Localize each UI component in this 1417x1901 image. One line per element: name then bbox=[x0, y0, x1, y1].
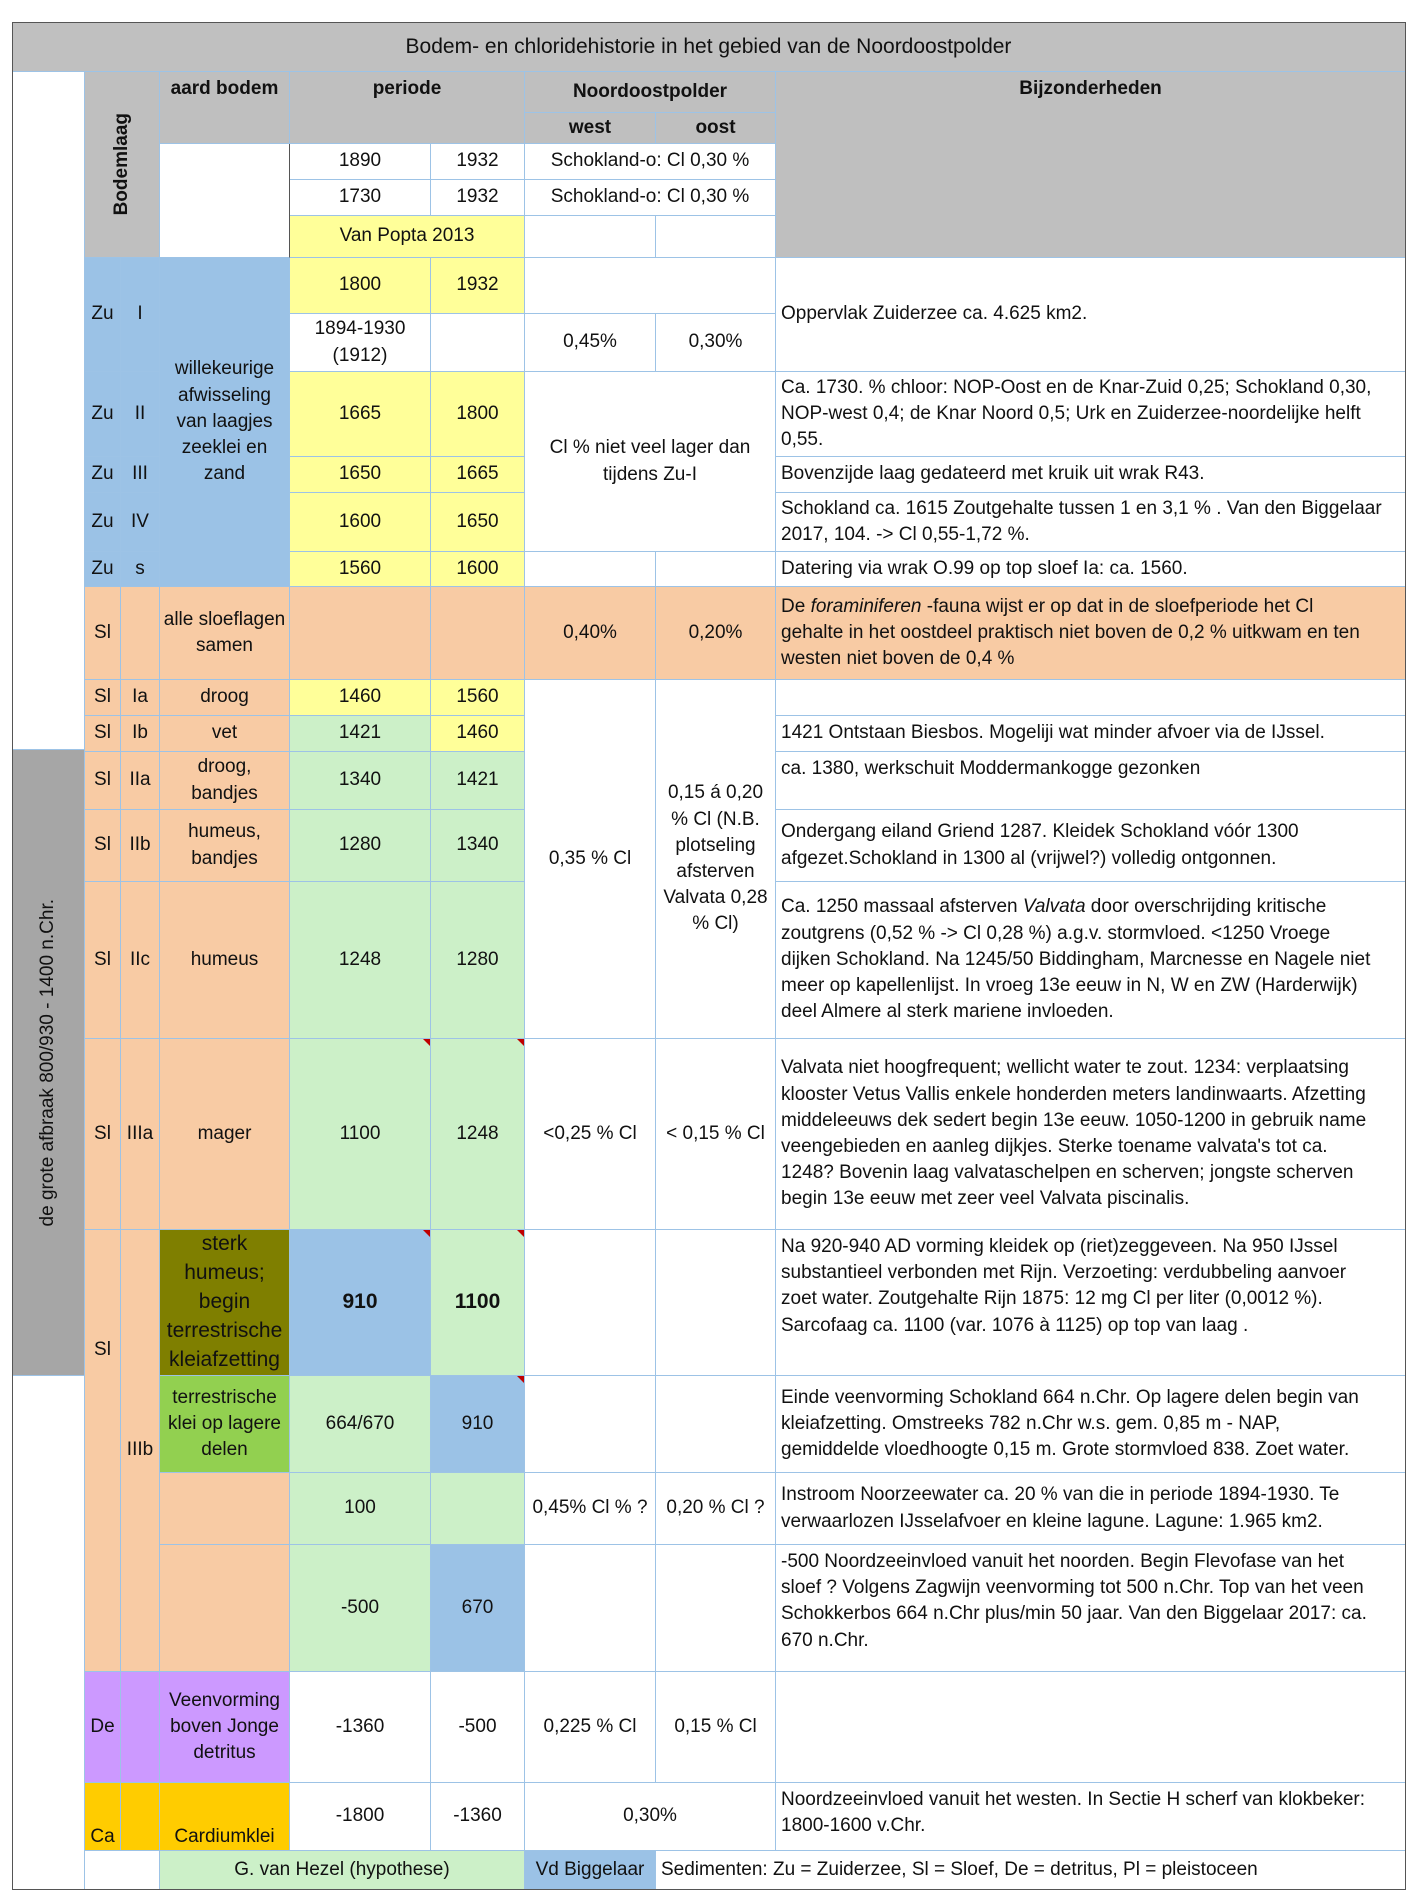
legend-blank bbox=[85, 1851, 160, 1890]
sterk-humeus-remarks-text: Na 920-940 AD vorming kleidek op (riet)zeggeveen. Na 950 IJssel substantieel verbonden met Rijn. Verzoeting: verdubbeling aanvoer zoet water. Zoutgehalte Rijn 1875: 12 mg Cl per liter (0,0012 %). Sarcofaag ca. 1100 (var. 1076 à 1125) op top van laag . bbox=[781, 1236, 1347, 1336]
zu-Ib-oost-text: 0,30% bbox=[688, 331, 743, 353]
header-aard-bodem-text: aard bodem bbox=[170, 78, 279, 99]
zu-II-sub-text: II bbox=[134, 402, 146, 424]
sl-IIIa-oost bbox=[656, 1039, 776, 1230]
terr-klei-aard-text: terrestrische klei op lagere delen bbox=[167, 1386, 282, 1461]
sl-IIIa-layer bbox=[85, 1039, 121, 1230]
sterk-humeus-period-start bbox=[290, 1230, 431, 1376]
zu-I-period-end-text: 1932 bbox=[456, 274, 499, 296]
sl-Ia-remarks bbox=[776, 680, 1406, 716]
zu-s-sub-text: s bbox=[135, 557, 145, 579]
noordzee-aard bbox=[160, 1473, 290, 1545]
top-row-2-end bbox=[431, 180, 525, 216]
sl-mid-west-text: 0,35 % Cl bbox=[548, 847, 632, 869]
de-period-start bbox=[290, 1672, 431, 1783]
zu-II-sub bbox=[121, 372, 160, 457]
sl-Ib-sub-text: Ib bbox=[132, 722, 148, 744]
sl-IIIa-layer-text: Sl bbox=[94, 1122, 111, 1144]
sl-IIIa-period-end-text: 1248 bbox=[456, 1122, 499, 1144]
zu-s-blank-oost bbox=[656, 552, 776, 587]
zu-III-layer-text: Zu bbox=[91, 463, 114, 485]
terr-klei-aard bbox=[160, 1376, 290, 1473]
zu-Ib-oost bbox=[656, 314, 776, 372]
sl-all-remarks-post: -fauna wijst er op dat in de sloefperiode het Cl gehalte in het oostdeel praktisch niet boven de 0,2 % uitkwam en ten westen niet boven de 0,4 % bbox=[781, 595, 1360, 670]
header-oost-text: oost bbox=[695, 116, 736, 138]
terr-klei-remarks bbox=[776, 1376, 1406, 1473]
zu-s-period-start bbox=[290, 552, 431, 587]
sl-all-period-start bbox=[290, 587, 431, 680]
de-sub bbox=[121, 1672, 160, 1783]
ca-period-end bbox=[431, 1783, 525, 1851]
sl-all-oost-text: 0,20% bbox=[688, 621, 743, 643]
top-row-2-value-text: Schokland-o: Cl 0,30 % bbox=[550, 186, 750, 208]
sl-IIIb-layer-label-text: Sl bbox=[94, 1338, 111, 1360]
header-west-text: west bbox=[568, 116, 612, 138]
zu-I-blank-cl bbox=[525, 258, 776, 314]
zu-II-IV-cl-text: Cl % niet veel lager dan tijdens Zu-I bbox=[549, 437, 751, 485]
sl-IIa-period-end bbox=[431, 752, 525, 810]
de-layer-text: De bbox=[90, 1715, 115, 1737]
header-periode-text: periode bbox=[372, 78, 442, 99]
sl-IIc-period-start bbox=[290, 882, 431, 1039]
zu-Ib-west-text: 0,45% bbox=[563, 331, 617, 353]
sl-Ia-period-end-text: 1560 bbox=[456, 686, 499, 708]
sl-all-layer-text: Sl bbox=[94, 621, 111, 643]
top-row-2-end-text: 1932 bbox=[456, 186, 499, 208]
zu-Ib-period-start-text: 1894-1930 (1912) bbox=[314, 318, 406, 366]
m500-period-end bbox=[431, 1545, 525, 1672]
sl-IIc-remarks-text bbox=[776, 894, 1374, 1025]
zu-IV-period-end bbox=[431, 493, 525, 552]
terr-klei-period-end-text: 910 bbox=[461, 1412, 494, 1434]
ca-period-start bbox=[290, 1783, 431, 1851]
sl-IIa-layer bbox=[85, 752, 121, 810]
sl-IIc-sub-text: IIc bbox=[129, 948, 151, 970]
noordzee-west bbox=[525, 1473, 656, 1545]
sl-IIIa-west bbox=[525, 1039, 656, 1230]
sterk-humeus-blank-west bbox=[525, 1230, 656, 1376]
sterk-humeus-period-start-text: 910 bbox=[342, 1290, 378, 1314]
sheet-title-text: Bodem- en chloridehistorie in het gebied van de Noordoostpolder bbox=[405, 34, 1012, 58]
sl-IIa-remarks bbox=[776, 752, 1406, 810]
sl-Ib-aard-text: vet bbox=[211, 722, 238, 744]
header-blank-aard bbox=[160, 144, 290, 258]
sl-Ib-remarks bbox=[776, 716, 1406, 752]
sl-all-remarks-em: foraminiferen bbox=[810, 595, 922, 617]
top-row-2-start bbox=[290, 180, 431, 216]
zu-II-layer bbox=[85, 372, 121, 457]
sl-IIIa-period-start bbox=[290, 1039, 431, 1230]
zu-aard-bodem-text: willekeurige afwisseling van laagjes zeeklei en zand bbox=[174, 358, 275, 485]
ca-remarks bbox=[776, 1783, 1406, 1851]
sl-IIb-sub bbox=[121, 810, 160, 882]
top-row-1-value-text: Schokland-o: Cl 0,30 % bbox=[550, 150, 750, 172]
sl-IIIb-layer-label bbox=[85, 1300, 121, 1400]
sl-Ib-aard bbox=[160, 716, 290, 752]
ca-layer bbox=[85, 1783, 121, 1851]
zu-I-remarks bbox=[776, 258, 1406, 372]
zu-I-period-start bbox=[290, 258, 431, 314]
zu-II-remarks bbox=[776, 372, 1406, 457]
zu-II-period-start bbox=[290, 372, 431, 457]
sl-IIIa-sub-text: IIIa bbox=[126, 1122, 154, 1144]
sl-IIa-period-end-text: 1421 bbox=[456, 769, 499, 791]
zu-IV-sub-text: IV bbox=[131, 510, 149, 532]
noordzee-west-text: 0,45% Cl % ? bbox=[532, 1497, 648, 1519]
de-west bbox=[525, 1672, 656, 1783]
top-row-2-start-text: 1730 bbox=[338, 186, 382, 208]
sl-Ib-period-end bbox=[431, 716, 525, 752]
sl-IIc-remarks-em: Valvata bbox=[1022, 896, 1086, 918]
zu-I-sub-text: I bbox=[137, 303, 143, 325]
zu-III-sub bbox=[121, 457, 160, 493]
sl-all-aard-text: alle sloeflagen samen bbox=[163, 608, 286, 656]
zu-s-sub bbox=[121, 552, 160, 587]
legend-biggelaar-text: Vd Biggelaar bbox=[535, 1858, 645, 1880]
top-blank-oost bbox=[656, 216, 776, 258]
sl-mid-west bbox=[525, 680, 656, 1039]
de-oost bbox=[656, 1672, 776, 1783]
header-aard-bodem bbox=[160, 72, 290, 144]
sl-mid-oost bbox=[656, 680, 776, 1039]
sl-IIa-layer-text: Sl bbox=[94, 769, 111, 791]
sl-Ia-sub bbox=[121, 680, 160, 716]
zu-Ib-period-end bbox=[431, 314, 525, 372]
sheet-title bbox=[12, 22, 1406, 72]
sl-IIIa-aard bbox=[160, 1039, 290, 1230]
header-noordoostpolder-text: Noordoostpolder bbox=[572, 80, 728, 102]
sl-IIIa-remarks-text: Valvata niet hoogfrequent; wellicht water te zout. 1234: verplaatsing klooster Vetus Vallis enkele honderden meters landinwaarts. Afzetting middeleeuws dek sedert begin 13e eeuw. 1050-1200 in gebruik name veengebieden en aanleg dijkjes. Sterke toename valvata's tot ca. 1248? Bovenin laag valvataschelpen en scherven; jongste scherven begin 13e eeuw met zeer veel Valvata piscinalis. bbox=[781, 1057, 1367, 1210]
sl-IIa-period-start-text: 1340 bbox=[338, 769, 382, 791]
noordzee-remarks bbox=[776, 1473, 1406, 1545]
sl-IIIa-west-text: <0,25 % Cl bbox=[543, 1122, 637, 1144]
zu-II-layer-text: Zu bbox=[91, 402, 114, 424]
header-noordoostpolder bbox=[525, 72, 776, 113]
legend-biggelaar bbox=[525, 1851, 656, 1890]
sl-Ia-layer bbox=[85, 680, 121, 716]
sl-IIb-period-end-text: 1340 bbox=[456, 834, 499, 856]
sl-IIb-period-start-text: 1280 bbox=[338, 834, 382, 856]
side-label bbox=[12, 750, 85, 1376]
sl-Ia-period-end bbox=[431, 680, 525, 716]
de-aard-text: Veenvorming boven Jonge detritus bbox=[169, 1689, 280, 1764]
zu-III-sub-text: III bbox=[132, 463, 148, 485]
legend-hezel bbox=[160, 1851, 525, 1890]
sterk-humeus-blank-oost bbox=[656, 1230, 776, 1376]
zu-s-blank-west bbox=[525, 552, 656, 587]
sl-IIc-period-end-text: 1280 bbox=[456, 948, 499, 970]
sl-Ia-layer-text: Sl bbox=[94, 686, 111, 708]
ca-cl bbox=[525, 1783, 776, 1851]
ca-period-end-text: -1360 bbox=[453, 1805, 502, 1827]
zu-II-period-start-text: 1665 bbox=[338, 402, 382, 424]
zu-II-remarks-text: Ca. 1730. % chloor: NOP-Oost en de Knar-Zuid 0,25; Schokland 0,30, NOP-west 0,4; de Knar Noord 0,5; Urk en Zuiderzee-noordelijke helft 0,55. bbox=[781, 376, 1372, 451]
de-remarks bbox=[776, 1672, 1406, 1783]
sl-Ib-period-end-text: 1460 bbox=[456, 722, 499, 744]
sl-all-layer bbox=[85, 587, 121, 680]
terr-klei-blank-west bbox=[525, 1376, 656, 1473]
header-west bbox=[525, 113, 656, 144]
m500-remarks bbox=[776, 1545, 1406, 1672]
sl-IIb-remarks bbox=[776, 810, 1406, 882]
sl-mid-oost-text: 0,15 á 0,20 % Cl (N.B. plotseling afsterven Valvata 0,28 % Cl) bbox=[663, 782, 768, 935]
sl-IIb-remarks-text: Ondergang eiland Griend 1287. Kleidek Schokland vóór 1300 afgezet.Schokland in 1300 al (vrijwel?) volledig ontgonnen. bbox=[781, 821, 1299, 869]
sl-all-remarks-pre: De bbox=[781, 595, 811, 617]
de-aard bbox=[160, 1672, 290, 1783]
zu-s-layer-text: Zu bbox=[91, 557, 114, 579]
zu-s-period-end bbox=[431, 552, 525, 587]
zu-IV-period-start-text: 1600 bbox=[338, 510, 382, 532]
sl-IIb-aard-text: humeus, bandjes bbox=[188, 821, 261, 869]
sl-IIIa-oost-text: < 0,15 % Cl bbox=[666, 1122, 765, 1144]
noordzee-oost-text: 0,20 % Cl ? bbox=[666, 1497, 765, 1519]
sl-IIc-sub bbox=[121, 882, 160, 1039]
sl-all-remarks-text bbox=[776, 594, 1364, 673]
sl-all-oost bbox=[656, 587, 776, 680]
zu-Ib-period-start bbox=[290, 314, 431, 372]
zu-aard-bodem bbox=[160, 258, 290, 587]
legend-sedimenten-text: Sedimenten: Zu = Zuiderzee, Sl = Sloef, De = detritus, Pl = pleistoceen bbox=[661, 1858, 1258, 1880]
m500-period-end-text: 670 bbox=[461, 1596, 494, 1618]
sl-all-remarks bbox=[776, 587, 1406, 680]
ca-remarks-text: Noordzeeinvloed vanuit het westen. In Sectie H scherf van klokbeker: 1800-1600 v.Chr. bbox=[781, 1789, 1366, 1837]
sl-all-west bbox=[525, 587, 656, 680]
legend-hezel-text: G. van Hezel (hypothese) bbox=[234, 1858, 450, 1880]
sl-IIa-aard-text: droog, bandjes bbox=[191, 756, 258, 804]
terr-klei-period-start-text: 664/670 bbox=[325, 1412, 395, 1434]
zu-I-remarks-text: Oppervlak Zuiderzee ca. 4.625 km2. bbox=[781, 303, 1088, 325]
sl-Ia-aard bbox=[160, 680, 290, 716]
sl-IIc-remarks-post: door overschrijding kritische zoutgrens (0,52 % -> Cl 0,28 %) a.g.v. stormvloed. <1250 Vroege dijken Schokland. Na 1245/50 Biddingham, Marcnesse en Nagele niet meer op kapellenlijst. In vroeg 13e eeuw in N, W en ZW (Harderwijk) deel Almere al sterk mariene invloeden. bbox=[781, 896, 1371, 1023]
sl-IIb-layer-text: Sl bbox=[94, 834, 111, 856]
sl-Ia-aard-text: droog bbox=[200, 686, 249, 708]
header-bijzonderheden bbox=[776, 72, 1406, 258]
de-west-text: 0,225 % Cl bbox=[543, 1715, 637, 1737]
top-row-1-start bbox=[290, 144, 431, 180]
zu-s-remarks-text: Datering via wrak O.99 op top sloef Ia: ca. 1560. bbox=[781, 557, 1188, 579]
m500-aard bbox=[160, 1545, 290, 1672]
zu-III-remarks-text: Bovenzijde laag gedateerd met kruik uit wrak R43. bbox=[781, 463, 1205, 485]
zu-I-layer bbox=[85, 258, 121, 372]
zu-III-period-start-text: 1650 bbox=[338, 463, 382, 485]
header-oost bbox=[656, 113, 776, 144]
sl-IIc-layer-text: Sl bbox=[94, 948, 111, 970]
sl-Ib-layer-text: Sl bbox=[94, 722, 111, 744]
top-blank-west bbox=[525, 216, 656, 258]
m500-period-start bbox=[290, 1545, 431, 1672]
zu-II-period-end-text: 1800 bbox=[456, 402, 499, 424]
zu-III-layer bbox=[85, 457, 121, 493]
terr-klei-period-start bbox=[290, 1376, 431, 1473]
sl-Ib-period-start bbox=[290, 716, 431, 752]
sl-IIc-period-end bbox=[431, 882, 525, 1039]
sl-Ib-sub bbox=[121, 716, 160, 752]
zu-I-sub bbox=[121, 258, 160, 372]
sterk-humeus-period-end bbox=[431, 1230, 525, 1376]
zu-Ib-west bbox=[525, 314, 656, 372]
sl-IIb-layer bbox=[85, 810, 121, 882]
van-popta-label-text: Van Popta 2013 bbox=[339, 225, 475, 247]
sl-IIIb-sub-text: IIIb bbox=[126, 1439, 154, 1461]
noordzee-period-end bbox=[431, 1473, 525, 1545]
zu-I-period-start-text: 1800 bbox=[338, 274, 382, 296]
zu-IV-period-end-text: 1650 bbox=[456, 510, 499, 532]
header-bijzonderheden-text: Bijzonderheden bbox=[1019, 78, 1162, 99]
sl-Ia-sub-text: Ia bbox=[132, 686, 148, 708]
ca-aard-text: Cardiumklei bbox=[174, 1825, 275, 1847]
zu-I-period-end bbox=[431, 258, 525, 314]
sl-all-period-end bbox=[431, 587, 525, 680]
sl-IIa-sub-text: IIa bbox=[129, 769, 151, 791]
zu-IV-period-start bbox=[290, 493, 431, 552]
top-row-1-end-text: 1932 bbox=[456, 150, 499, 172]
ca-aard bbox=[160, 1783, 290, 1851]
terr-klei-period-end bbox=[431, 1376, 525, 1473]
sl-IIb-sub-text: IIb bbox=[129, 834, 151, 856]
sl-IIb-period-end bbox=[431, 810, 525, 882]
header-bodemlaag bbox=[85, 72, 160, 258]
terr-klei-remarks-text: Einde veenvorming Schokland 664 n.Chr. Op lagere delen begin van kleiafzetting. Omstreeks 782 n.Chr w.s. gem. 0,85 m - NAP, gemiddelde vloedhoogte 0,15 m. Grote stormvloed 838. Zoet water. bbox=[781, 1386, 1359, 1461]
sl-IIIb-sub bbox=[121, 1230, 160, 1672]
de-period-end-text: -500 bbox=[458, 1715, 497, 1737]
noordzee-period-start-text: 100 bbox=[344, 1497, 376, 1519]
ca-layer-text: Ca bbox=[90, 1825, 115, 1847]
zu-IV-remarks-text: Schokland ca. 1615 Zoutgehalte tussen 1 en 3,1 % . Van den Biggelaar 2017, 104. -> Cl 0,55-1,72 %. bbox=[781, 497, 1382, 545]
side-column-blank bbox=[12, 72, 85, 750]
ca-sub bbox=[121, 1783, 160, 1851]
terr-klei-blank-oost bbox=[656, 1376, 776, 1473]
sl-IIc-remarks-pre: Ca. 1250 massaal afsterven bbox=[781, 896, 1023, 918]
top-row-1-value bbox=[525, 144, 776, 180]
sl-IIc-remarks bbox=[776, 882, 1406, 1039]
side-label-text: de grote afbraak 800/930 - 1400 n.Chr. bbox=[36, 898, 58, 1227]
sl-IIIa-aard-text: mager bbox=[197, 1122, 252, 1144]
zu-IV-remarks bbox=[776, 493, 1406, 552]
sl-Ia-period-start-text: 1460 bbox=[338, 686, 382, 708]
sl-Ia-period-start bbox=[290, 680, 431, 716]
sl-IIa-remarks-text: ca. 1380, werkschuit Moddermankogge gezonken bbox=[781, 758, 1201, 779]
zu-s-layer bbox=[85, 552, 121, 587]
ca-period-start-text: -1800 bbox=[335, 1805, 385, 1827]
sterk-humeus-remarks bbox=[776, 1230, 1406, 1376]
sl-Ib-layer bbox=[85, 716, 121, 752]
zu-s-remarks bbox=[776, 552, 1406, 587]
top-row-1-start-text: 1890 bbox=[338, 150, 382, 172]
top-row-2-value bbox=[525, 180, 776, 216]
noordzee-oost bbox=[656, 1473, 776, 1545]
zu-IV-sub bbox=[121, 493, 160, 552]
sl-all-west-text: 0,40% bbox=[563, 621, 617, 643]
m500-blank-oost bbox=[656, 1545, 776, 1672]
van-popta-label bbox=[290, 216, 525, 258]
legend-sedimenten bbox=[656, 1851, 1406, 1890]
zu-s-period-end-text: 1600 bbox=[456, 557, 499, 579]
zu-I-layer-text: Zu bbox=[91, 303, 114, 325]
zu-II-period-end bbox=[431, 372, 525, 457]
sl-IIIa-period-start-text: 1100 bbox=[339, 1122, 381, 1144]
sl-all-aard bbox=[160, 587, 290, 680]
de-period-start-text: -1360 bbox=[335, 1715, 385, 1737]
zu-III-period-start bbox=[290, 457, 431, 493]
sl-IIc-aard-text: humeus bbox=[190, 948, 259, 970]
sterk-humeus-period-end-text: 1100 bbox=[454, 1290, 501, 1314]
sl-all-sub bbox=[121, 587, 160, 680]
m500-period-start-text: -500 bbox=[340, 1596, 380, 1618]
sl-IIb-period-start bbox=[290, 810, 431, 882]
noordzee-period-start bbox=[290, 1473, 431, 1545]
sl-IIc-aard bbox=[160, 882, 290, 1039]
sl-IIa-sub bbox=[121, 752, 160, 810]
zu-IV-layer bbox=[85, 493, 121, 552]
sterk-humeus-aard bbox=[160, 1230, 290, 1376]
sl-IIIa-sub bbox=[121, 1039, 160, 1230]
sl-IIIa-remarks bbox=[776, 1039, 1406, 1230]
m500-blank-west bbox=[525, 1545, 656, 1672]
sl-Ib-period-start-text: 1421 bbox=[338, 722, 382, 744]
zu-III-period-end bbox=[431, 457, 525, 493]
header-bodemlaag-text: Bodemlaag bbox=[110, 113, 132, 216]
top-row-1-end bbox=[431, 144, 525, 180]
sl-IIIb-layer bbox=[85, 1230, 121, 1672]
zu-III-period-end-text: 1665 bbox=[456, 463, 499, 485]
zu-s-period-start-text: 1560 bbox=[338, 557, 382, 579]
sl-IIa-aard bbox=[160, 752, 290, 810]
de-period-end bbox=[431, 1672, 525, 1783]
ca-cl-text: 0,30% bbox=[623, 1805, 677, 1827]
sl-IIIa-period-end bbox=[431, 1039, 525, 1230]
zu-II-IV-cl bbox=[525, 372, 776, 552]
sl-IIc-period-start-text: 1248 bbox=[338, 948, 382, 970]
zu-III-remarks bbox=[776, 457, 1406, 493]
m500-remarks-text: -500 Noordzeeinvloed vanuit het noorden. Begin Flevofase van het sloef ? Volgens Zagwijn veenvorming tot 500 n.Chr. Top van het veen Schokkerbos 664 n.Chr plus/min 50 jaar. Van den Biggelaar 2017: ca. 670 n.Chr. bbox=[781, 1551, 1367, 1651]
de-layer bbox=[85, 1672, 121, 1783]
sl-Ib-remarks-text: 1421 Ontstaan Biesbos. Mogeliji wat minder afvoer via de IJssel. bbox=[781, 722, 1325, 744]
zu-IV-layer-text: Zu bbox=[91, 510, 114, 532]
de-oost-text: 0,15 % Cl bbox=[674, 1715, 757, 1737]
header-periode bbox=[290, 72, 525, 144]
side-column-blank-bottom bbox=[12, 1376, 85, 1890]
sl-IIb-aard bbox=[160, 810, 290, 882]
sterk-humeus-aard-text: sterk humeus; begin terrestrische kleiafzetting bbox=[166, 1232, 283, 1371]
sl-IIc-layer bbox=[85, 882, 121, 1039]
noordzee-remarks-text: Instroom Noorzeewater ca. 20 % van die in periode 1894-1930. Te verwaarlozen IJsselafvoer en kleine lagune. Lagune: 1.965 km2. bbox=[781, 1484, 1340, 1532]
sl-IIa-period-start bbox=[290, 752, 431, 810]
